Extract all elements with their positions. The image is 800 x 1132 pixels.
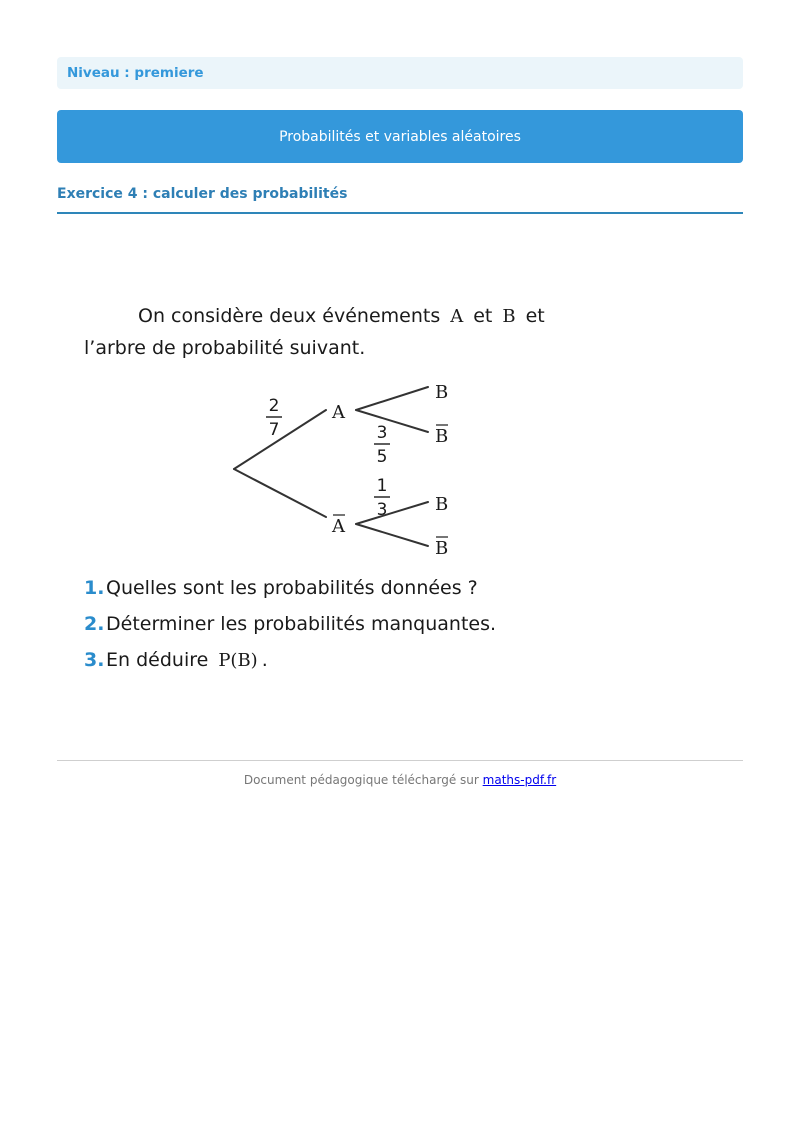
svg-text:En déduireP(B).: En déduire P(B) . — [106, 649, 268, 671]
node-a: A — [332, 402, 345, 423]
svg-text:7: 7 — [268, 420, 280, 440]
svg-text:1: 1 — [376, 476, 388, 496]
fraction-p-a — [266, 396, 282, 440]
svg-text:B: B — [435, 538, 449, 559]
svg-text:5: 5 — [376, 447, 388, 467]
svg-text:3: 3 — [376, 423, 388, 443]
fraction-three-fifths — [374, 423, 390, 467]
question-2 — [84, 613, 496, 635]
leaf-a-b: B — [435, 382, 449, 403]
question-3 — [84, 649, 268, 671]
footer — [57, 773, 743, 787]
leaf-not-a-b: B — [435, 494, 449, 515]
branch-root-a — [234, 410, 326, 469]
level-label: Niveau : premiere — [57, 57, 743, 89]
svg-text:1.: 1. — [84, 577, 105, 599]
question-1 — [84, 577, 478, 599]
svg-text:Quelles sont les probabilités: Quelles sont les probabilités données ? — [106, 577, 478, 599]
chapter-title: Probabilités et variables aléatoires — [279, 128, 521, 145]
leaf-not-a-not-b — [435, 537, 448, 559]
svg-text:2.: 2. — [84, 613, 105, 635]
chapter-title-banner — [57, 110, 743, 163]
branch-a-b — [356, 387, 428, 410]
branch-a-not-b — [356, 410, 428, 432]
branch-not-a-b — [356, 502, 428, 524]
probability-tree — [234, 387, 428, 546]
svg-text:Déterminer les probabilités ma: Déterminer les probabilités manquantes. — [106, 613, 497, 635]
svg-text:3.: 3. — [84, 649, 105, 671]
svg-text:3: 3 — [376, 500, 388, 520]
intro-line-2: l’arbre de probabilité suivant. — [84, 337, 366, 359]
branch-root-not-a — [234, 469, 326, 517]
intro-line-1: On considère deux événements A et B et — [138, 305, 545, 327]
footer-text: Document pédagogique téléchargé sur — [243, 773, 479, 787]
svg-text:B: B — [435, 426, 449, 447]
footer-divider — [57, 760, 743, 761]
exercise-title: Exercice 4 : calculer des probabilités — [57, 186, 743, 214]
branch-not-a-not-b — [356, 524, 428, 546]
exercise-figure — [70, 280, 590, 690]
leaf-a-not-b — [435, 425, 448, 447]
node-not-a — [331, 515, 346, 537]
footer-link[interactable]: maths-pdf.fr — [482, 773, 557, 787]
svg-text:2: 2 — [268, 396, 280, 416]
svg-text:A: A — [332, 516, 345, 537]
